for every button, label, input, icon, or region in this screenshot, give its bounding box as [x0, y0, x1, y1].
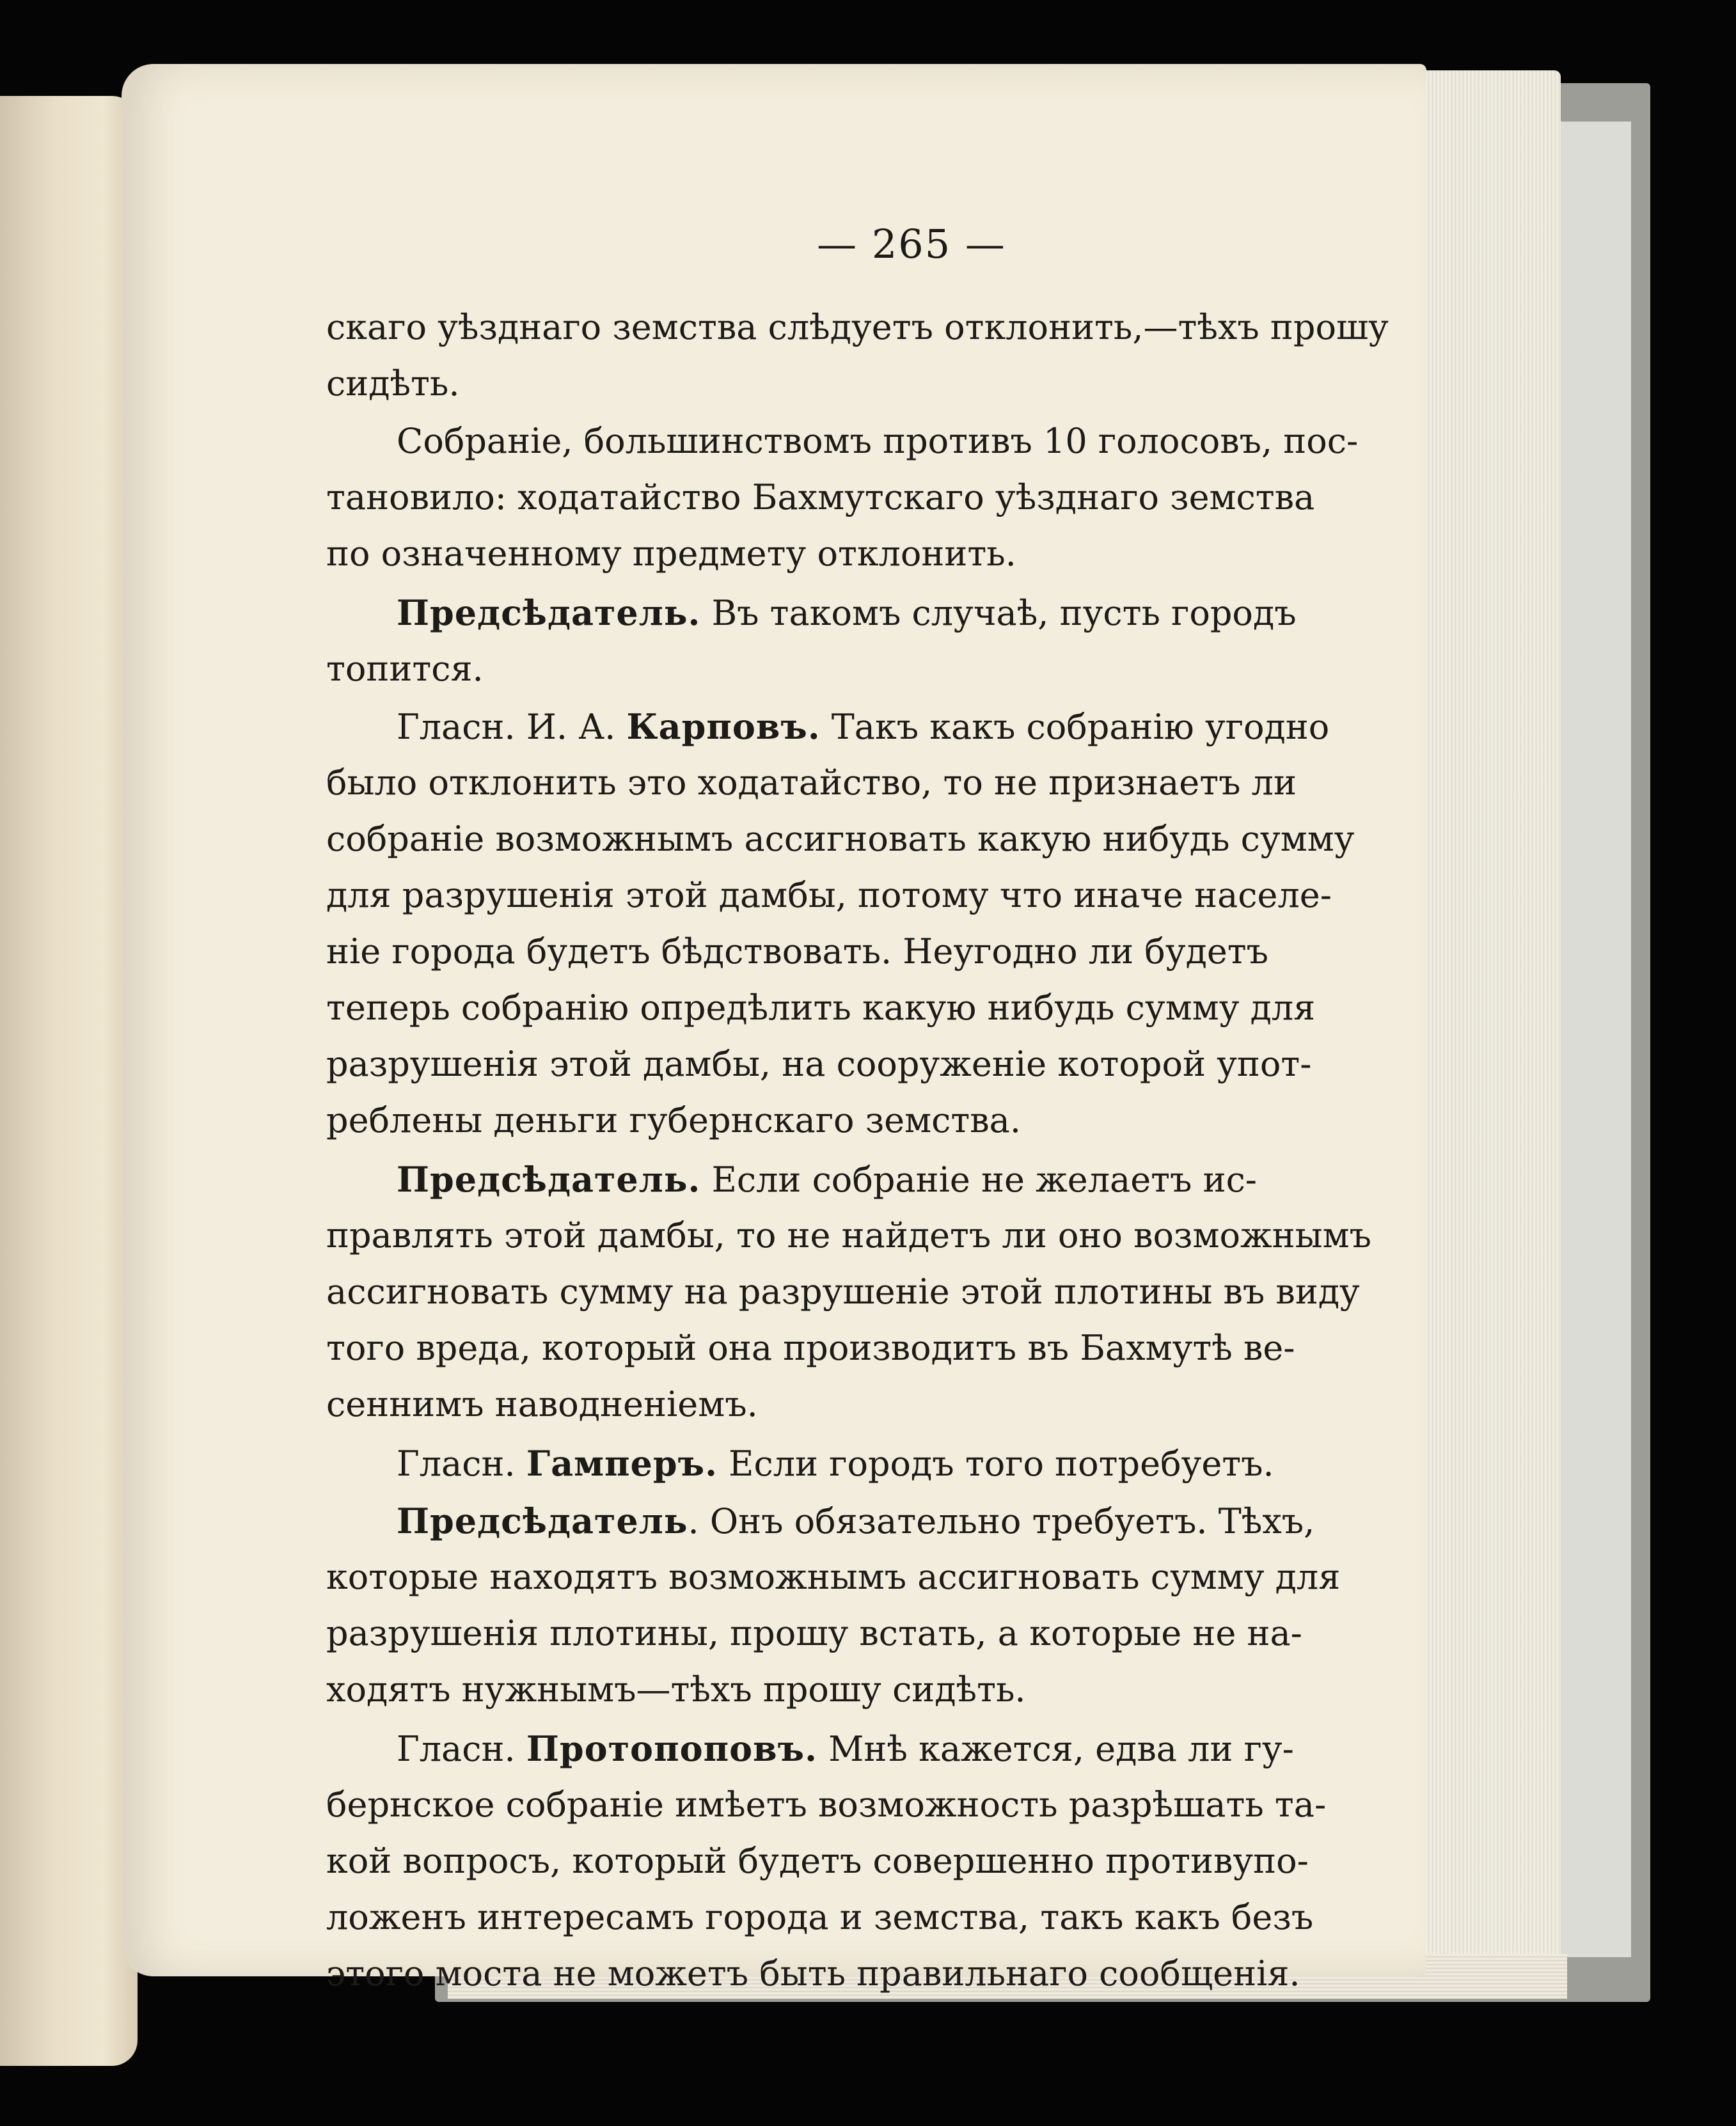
text-line: по означенному предмету отклонить. — [326, 533, 1016, 574]
left-facing-page — [0, 96, 138, 2066]
text-line: которые находятъ возможнымъ ассигновать сумму для — [326, 1557, 1341, 1597]
text-line: топится. — [326, 649, 484, 689]
text-line: реблены деньги губернскаго земства. — [326, 1100, 1022, 1140]
speaker-name: Предсѣдатель — [397, 1500, 688, 1541]
text-line: сидѣть. — [326, 363, 460, 404]
text-line: ассигновать сумму на разрушеніе этой плотины въ виду — [326, 1272, 1360, 1312]
book-page — [122, 64, 1426, 1994]
speaker-name: Карповъ. — [626, 706, 821, 747]
text-line: бернское собраніе имѣетъ возможность разрѣшать та- — [326, 1784, 1327, 1825]
text-line: этого моста не можетъ быть правильнаго сообщенія. — [326, 1953, 1300, 1994]
text-line: Гласн. И. А. Карповъ. Такъ какъ собранію угодно — [397, 706, 1330, 747]
text-line: ходятъ нужнымъ—тѣхъ прошу сидѣть. — [326, 1669, 1026, 1710]
text-line: разрушенія этой дамбы, на сооруженіе которой упот- — [326, 1044, 1312, 1084]
text-line: скаго уѣзднаго земства слѣдуетъ отклонить,—тѣхъ прошу — [326, 307, 1389, 347]
text-line: Предсѣдатель. Онъ обязательно требуетъ. Тѣхъ, — [397, 1500, 1315, 1541]
text-line: Собраніе, большинствомъ противъ 10 голосовъ, пос- — [397, 421, 1359, 461]
text-line: ложенъ интересамъ города и земства, такъ какъ безъ — [326, 1897, 1314, 1937]
text-line: Предсѣдатель. Если собраніе не желаетъ ис- — [397, 1159, 1258, 1200]
text-line: кой вопросъ, который будетъ совершенно противупо- — [326, 1841, 1309, 1881]
text-line: Гласн. Гамперъ. Если городъ того потребуетъ. — [397, 1443, 1274, 1484]
text-line: для разрушенія этой дамбы, потому что иначе населе- — [326, 875, 1332, 915]
text-line: собраніе возможнымъ ассигновать какую нибудь сумму — [326, 819, 1355, 859]
page-number: — 265 — — [817, 221, 1006, 267]
text-line: разрушенія плотины, прошу встать, а которые не на- — [326, 1613, 1302, 1653]
text-line: ніе города будетъ бѣдствовать. Неугодно ли будетъ — [326, 931, 1269, 972]
speaker-name: Предсѣдатель. — [397, 592, 701, 633]
text-line: Предсѣдатель. Въ такомъ случаѣ, пусть городъ — [397, 592, 1297, 633]
speaker-name: Протопоповъ. — [526, 1728, 817, 1769]
text-line: правлять этой дамбы, то не найдетъ ли оно возможнымъ — [326, 1215, 1371, 1256]
text-line: было отклонить это ходатайство, то не признаетъ ли — [326, 762, 1297, 803]
text-line: того вреда, который она производитъ въ Бахмутѣ ве- — [326, 1328, 1295, 1368]
text-line: Гласн. Протопоповъ. Мнѣ кажется, едва ли гу- — [397, 1728, 1294, 1769]
speaker-name: Гамперъ. — [526, 1443, 718, 1484]
text-line: сеннимъ наводненіемъ. — [326, 1384, 758, 1424]
text-line: тановило: ходатайство Бахмутскаго уѣзднаго земства — [326, 477, 1315, 517]
speaker-name: Предсѣдатель. — [397, 1159, 701, 1200]
text-line: теперь собранію опредѣлить какую нибудь сумму для — [326, 988, 1316, 1028]
